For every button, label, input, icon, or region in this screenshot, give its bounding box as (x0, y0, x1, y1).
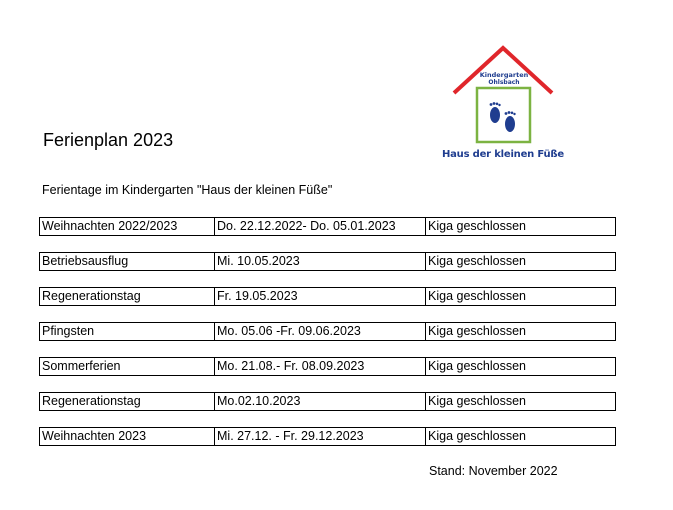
logo-name-line1: Kindergarten (479, 71, 529, 79)
page-subtitle: Ferientage im Kindergarten "Haus der kleinen Füße" (42, 183, 333, 197)
holiday-dates: Mi. 10.05.2023 (215, 253, 426, 270)
holiday-dates: Mi. 27.12. - Fr. 29.12.2023 (215, 428, 426, 445)
holiday-status: Kiga geschlossen (428, 324, 526, 338)
holiday-dates: Fr. 19.05.2023 (215, 288, 426, 305)
logo-name-line2: Ohlsbach (488, 79, 520, 86)
holiday-name: Weihnachten 2022/2023 (40, 218, 215, 235)
table-row (39, 392, 616, 411)
holiday-dates: Do. 22.12.2022- Do. 05.01.2023 (215, 218, 426, 235)
page-title: Ferienplan 2023 (43, 130, 174, 150)
holiday-status: Kiga geschlossen (428, 254, 526, 268)
holiday-status: Kiga geschlossen (428, 289, 526, 303)
holiday-status: Kiga geschlossen (428, 429, 526, 443)
holiday-dates: Mo. 05.06 -Fr. 09.06.2023 (215, 323, 426, 340)
table-row (39, 217, 616, 236)
holiday-status: Kiga geschlossen (428, 219, 526, 233)
table-row (39, 322, 616, 341)
feet-icon (490, 102, 516, 132)
kindergarten-logo (440, 45, 570, 170)
holiday-name: Betriebsausflug (40, 253, 215, 270)
house-frame (477, 88, 530, 142)
holiday-name: Pfingsten (40, 323, 215, 340)
holiday-dates: Mo. 21.08.- Fr. 08.09.2023 (215, 358, 426, 375)
holiday-name: Weihnachten 2023 (40, 428, 215, 445)
holiday-name: Regenerationstag (40, 393, 215, 410)
holiday-status: Kiga geschlossen (428, 359, 526, 373)
revision-date: Stand: November 2022 (429, 464, 558, 478)
holiday-dates: Mo.02.10.2023 (215, 393, 426, 410)
table-row (39, 427, 616, 446)
holiday-name: Regenerationstag (40, 288, 215, 305)
holiday-name: Sommerferien (40, 358, 215, 375)
table-row (39, 287, 616, 306)
table-row (39, 357, 616, 376)
table-row (39, 252, 616, 271)
holiday-status: Kiga geschlossen (428, 394, 526, 408)
logo-caption: Haus der kleinen Füße (441, 149, 565, 160)
